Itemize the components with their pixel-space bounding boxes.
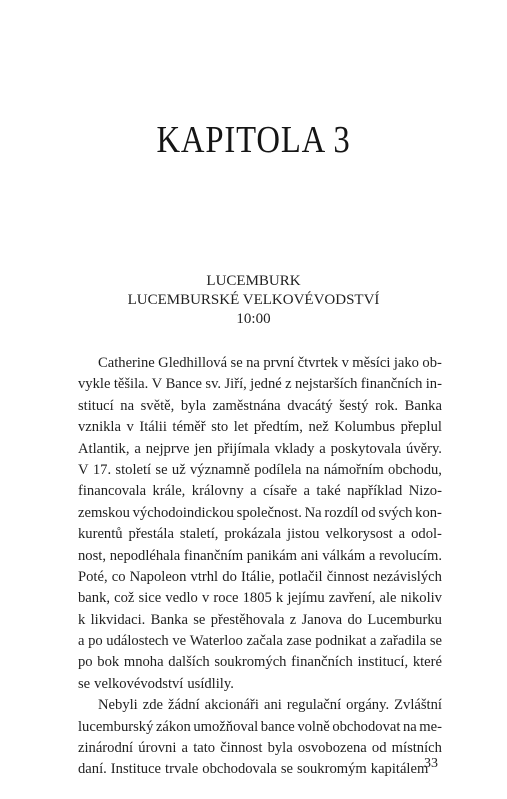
text-line: Poté, co Napoleon vtrhl do Itálie, potlačil činnost nezávislých xyxy=(78,568,442,585)
page-number: 33 xyxy=(424,756,438,771)
text-line: a po událostech ve Waterloo začala zase podnikat a zařadila se xyxy=(78,633,442,650)
heading-time: 10:00 xyxy=(236,311,271,327)
text-line: k likvidaci. Banka se přestěhovala z Janova do Lucemburku xyxy=(78,611,442,628)
text-line: Catherine Gledhillová se na první čtvrtek v měsíci jako ob- xyxy=(98,355,442,371)
heading-region: LUCEMBURSKÉ VELKOVÉVODSTVÍ xyxy=(127,292,380,308)
chapter-title: KAPITOLA 3 xyxy=(156,119,351,161)
text-line: kurentů přestála staletí, prokázala jistou velkorysost a odol- xyxy=(78,526,442,543)
text-line: bank, což sice vedlo v roce 1805 k jejímu zavření, ale nikoliv xyxy=(78,590,442,607)
body-text xyxy=(78,353,442,781)
text-line: nost, nepodléhala finančním panikám ani válkám a revolucím. xyxy=(78,547,442,564)
text-line: lucemburský zákon umožňoval bance volně obchodovat na me- xyxy=(78,718,442,735)
text-line: Nebyli zde žádní akcionáři ani regulační orgány. Zvláštní xyxy=(98,697,442,714)
text-line: po bok mnoha dalších soukromých finančních institucí, které xyxy=(78,654,442,671)
text-line: zinárodní úrovni a tato činnost byla osvobozena od místních xyxy=(78,740,442,757)
text-line: vznikla v Itálii téměř sto let předtím, než Kolumbus přeplul xyxy=(78,419,442,436)
text-line: financovala krále, královny a císaře a také například Nizo- xyxy=(78,483,442,500)
text-line: V 17. století se už významně podílela na námořním obchodu, xyxy=(78,461,442,478)
text-line: Atlantik, a nejprve jen přijímala vklady a poskytovala úvěry. xyxy=(78,440,442,457)
section-heading xyxy=(0,272,507,329)
text-line: zemskou východoindickou společnost. Na rozdíl od svých kon- xyxy=(78,504,442,521)
text-line: vykle těšila. V Bance sv. Jiří, jedné z nejstarších finančních in- xyxy=(78,376,442,393)
heading-place: LUCEMBURK xyxy=(206,273,301,289)
text-line: se velkovévodství usídlily. xyxy=(78,675,234,692)
text-line: daní. Instituce trvale obchodovala se soukromým kapitálem xyxy=(78,761,429,778)
text-line: stitucí na světě, byla zaměstnána dvacátý šestý rok. Banka xyxy=(78,397,442,414)
